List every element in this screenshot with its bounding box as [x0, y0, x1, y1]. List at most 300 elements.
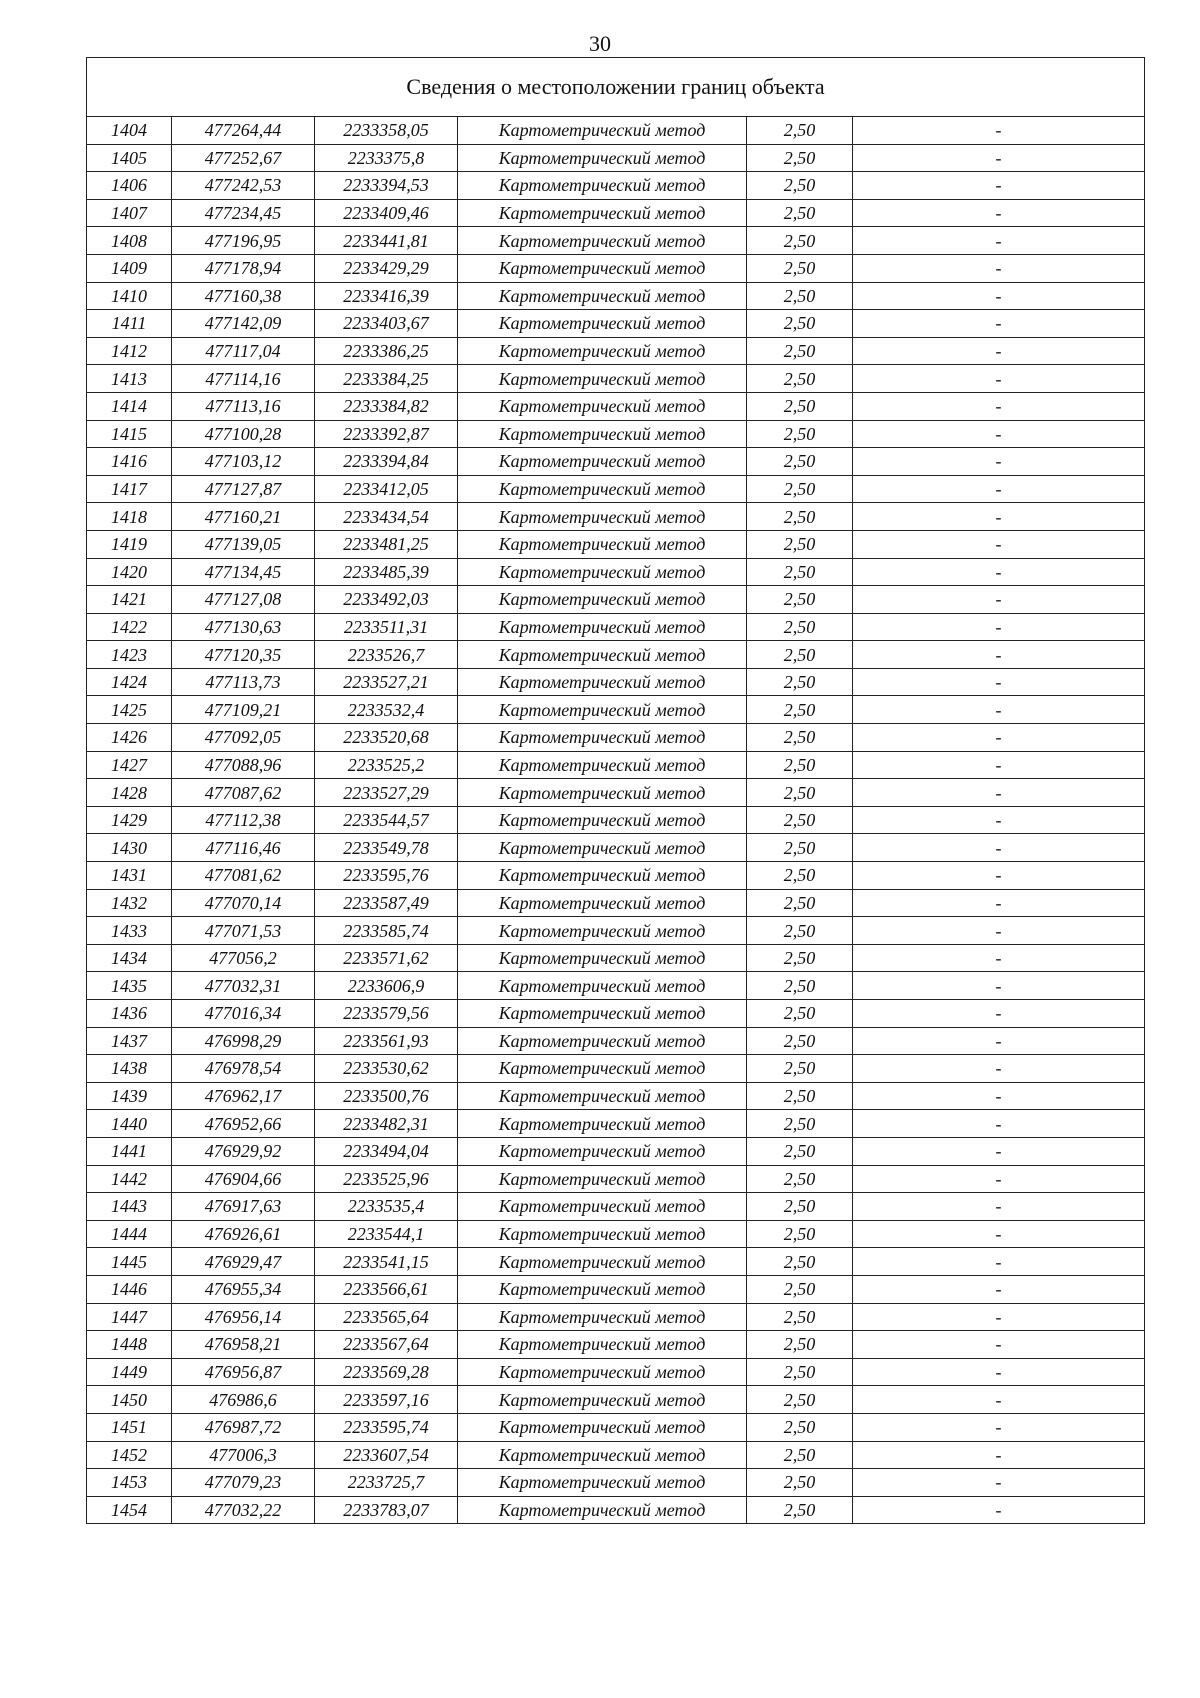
method-cell: Картометрический метод [458, 365, 747, 393]
description-cell: - [853, 1413, 1145, 1441]
y-coordinate-cell: 2233606,9 [315, 972, 458, 1000]
point-number-cell: 1452 [87, 1441, 172, 1469]
table-row [87, 834, 1145, 862]
x-coordinate-cell: 477127,08 [172, 586, 315, 614]
method-cell: Картометрический метод [458, 1000, 747, 1028]
method-cell: Картометрический метод [458, 420, 747, 448]
method-cell: Картометрический метод [458, 558, 747, 586]
table-row [87, 1165, 1145, 1193]
point-number-cell: 1431 [87, 862, 172, 890]
point-number-cell: 1446 [87, 1275, 172, 1303]
accuracy-cell: 2,50 [747, 1413, 853, 1441]
point-number-cell: 1435 [87, 972, 172, 1000]
table-row [87, 1469, 1145, 1497]
x-coordinate-cell: 477116,46 [172, 834, 315, 862]
table-row [87, 172, 1145, 200]
y-coordinate-cell: 2233386,25 [315, 337, 458, 365]
x-coordinate-cell: 477088,96 [172, 751, 315, 779]
y-coordinate-cell: 2233561,93 [315, 1027, 458, 1055]
table-row [87, 392, 1145, 420]
accuracy-cell: 2,50 [747, 530, 853, 558]
x-coordinate-cell: 477032,31 [172, 972, 315, 1000]
accuracy-cell: 2,50 [747, 1165, 853, 1193]
table-row [87, 668, 1145, 696]
y-coordinate-cell: 2233532,4 [315, 696, 458, 724]
x-coordinate-cell: 477070,14 [172, 889, 315, 917]
method-cell: Картометрический метод [458, 1248, 747, 1276]
method-cell: Картометрический метод [458, 917, 747, 945]
table-row [87, 1441, 1145, 1469]
page-number: 30 [589, 31, 611, 56]
method-cell: Картометрический метод [458, 806, 747, 834]
table-row [87, 779, 1145, 807]
description-cell: - [853, 337, 1145, 365]
method-cell: Картометрический метод [458, 144, 747, 172]
point-number-cell: 1414 [87, 392, 172, 420]
method-cell: Картометрический метод [458, 1275, 747, 1303]
description-cell: - [853, 1165, 1145, 1193]
accuracy-cell: 2,50 [747, 1331, 853, 1359]
point-number-cell: 1412 [87, 337, 172, 365]
point-number-cell: 1422 [87, 613, 172, 641]
point-number-cell: 1447 [87, 1303, 172, 1331]
description-cell: - [853, 668, 1145, 696]
y-coordinate-cell: 2233403,67 [315, 310, 458, 338]
method-cell: Картометрический метод [458, 1055, 747, 1083]
y-coordinate-cell: 2233725,7 [315, 1469, 458, 1497]
table-row [87, 1275, 1145, 1303]
x-coordinate-cell: 477234,45 [172, 199, 315, 227]
description-cell: - [853, 199, 1145, 227]
method-cell: Картометрический метод [458, 254, 747, 282]
method-cell: Картометрический метод [458, 1110, 747, 1138]
description-cell: - [853, 172, 1145, 200]
table-row [87, 337, 1145, 365]
method-cell: Картометрический метод [458, 779, 747, 807]
y-coordinate-cell: 2233541,15 [315, 1248, 458, 1276]
point-number-cell: 1450 [87, 1386, 172, 1414]
x-coordinate-cell: 477071,53 [172, 917, 315, 945]
point-number-cell: 1440 [87, 1110, 172, 1138]
y-coordinate-cell: 2233434,54 [315, 503, 458, 531]
point-number-cell: 1443 [87, 1193, 172, 1221]
table-row [87, 282, 1145, 310]
method-cell: Картометрический метод [458, 613, 747, 641]
x-coordinate-cell: 477113,73 [172, 668, 315, 696]
x-coordinate-cell: 477100,28 [172, 420, 315, 448]
x-coordinate-cell: 477079,23 [172, 1469, 315, 1497]
x-coordinate-cell: 477196,95 [172, 227, 315, 255]
accuracy-cell: 2,50 [747, 558, 853, 586]
y-coordinate-cell: 2233544,57 [315, 806, 458, 834]
point-number-cell: 1415 [87, 420, 172, 448]
x-coordinate-cell: 476917,63 [172, 1193, 315, 1221]
description-cell: - [853, 1082, 1145, 1110]
point-number-cell: 1419 [87, 530, 172, 558]
accuracy-cell: 2,50 [747, 503, 853, 531]
table-row [87, 724, 1145, 752]
y-coordinate-cell: 2233587,49 [315, 889, 458, 917]
y-coordinate-cell: 2233384,25 [315, 365, 458, 393]
x-coordinate-cell: 477103,12 [172, 448, 315, 476]
x-coordinate-cell: 477032,22 [172, 1496, 315, 1524]
accuracy-cell: 2,50 [747, 282, 853, 310]
y-coordinate-cell: 2233544,1 [315, 1220, 458, 1248]
x-coordinate-cell: 476904,66 [172, 1165, 315, 1193]
point-number-cell: 1421 [87, 586, 172, 614]
table-row [87, 420, 1145, 448]
table-row [87, 117, 1145, 145]
y-coordinate-cell: 2233358,05 [315, 117, 458, 145]
table-row [87, 1137, 1145, 1165]
x-coordinate-cell: 477242,53 [172, 172, 315, 200]
accuracy-cell: 2,50 [747, 834, 853, 862]
x-coordinate-cell: 476962,17 [172, 1082, 315, 1110]
description-cell: - [853, 530, 1145, 558]
point-number-cell: 1409 [87, 254, 172, 282]
x-coordinate-cell: 477178,94 [172, 254, 315, 282]
y-coordinate-cell: 2233429,29 [315, 254, 458, 282]
description-cell: - [853, 1331, 1145, 1359]
table-row [87, 613, 1145, 641]
description-cell: - [853, 1220, 1145, 1248]
table-row [87, 1055, 1145, 1083]
method-cell: Картометрический метод [458, 1358, 747, 1386]
method-cell: Картометрический метод [458, 310, 747, 338]
method-cell: Картометрический метод [458, 1469, 747, 1497]
table-row [87, 1248, 1145, 1276]
x-coordinate-cell: 477252,67 [172, 144, 315, 172]
point-number-cell: 1441 [87, 1137, 172, 1165]
accuracy-cell: 2,50 [747, 117, 853, 145]
x-coordinate-cell: 476987,72 [172, 1413, 315, 1441]
x-coordinate-cell: 476978,54 [172, 1055, 315, 1083]
point-number-cell: 1444 [87, 1220, 172, 1248]
description-cell: - [853, 696, 1145, 724]
method-cell: Картометрический метод [458, 117, 747, 145]
description-cell: - [853, 392, 1145, 420]
accuracy-cell: 2,50 [747, 1137, 853, 1165]
method-cell: Картометрический метод [458, 475, 747, 503]
accuracy-cell: 2,50 [747, 199, 853, 227]
description-cell: - [853, 282, 1145, 310]
method-cell: Картометрический метод [458, 1137, 747, 1165]
y-coordinate-cell: 2233409,46 [315, 199, 458, 227]
method-cell: Картометрический метод [458, 392, 747, 420]
point-number-cell: 1416 [87, 448, 172, 476]
y-coordinate-cell: 2233394,84 [315, 448, 458, 476]
description-cell: - [853, 917, 1145, 945]
table-row [87, 1413, 1145, 1441]
accuracy-cell: 2,50 [747, 365, 853, 393]
table-row [87, 558, 1145, 586]
point-number-cell: 1430 [87, 834, 172, 862]
point-number-cell: 1451 [87, 1413, 172, 1441]
y-coordinate-cell: 2233579,56 [315, 1000, 458, 1028]
x-coordinate-cell: 477160,21 [172, 503, 315, 531]
point-number-cell: 1424 [87, 668, 172, 696]
x-coordinate-cell: 477160,38 [172, 282, 315, 310]
accuracy-cell: 2,50 [747, 806, 853, 834]
description-cell: - [853, 641, 1145, 669]
point-number-cell: 1428 [87, 779, 172, 807]
method-cell: Картометрический метод [458, 503, 747, 531]
y-coordinate-cell: 2233595,76 [315, 862, 458, 890]
table-row [87, 1220, 1145, 1248]
method-cell: Картометрический метод [458, 586, 747, 614]
point-number-cell: 1442 [87, 1165, 172, 1193]
method-cell: Картометрический метод [458, 668, 747, 696]
y-coordinate-cell: 2233485,39 [315, 558, 458, 586]
description-cell: - [853, 227, 1145, 255]
y-coordinate-cell: 2233569,28 [315, 1358, 458, 1386]
accuracy-cell: 2,50 [747, 172, 853, 200]
y-coordinate-cell: 2233494,04 [315, 1137, 458, 1165]
accuracy-cell: 2,50 [747, 641, 853, 669]
method-cell: Картометрический метод [458, 834, 747, 862]
x-coordinate-cell: 477264,44 [172, 117, 315, 145]
x-coordinate-cell: 476929,92 [172, 1137, 315, 1165]
point-number-cell: 1449 [87, 1358, 172, 1386]
description-cell: - [853, 1358, 1145, 1386]
y-coordinate-cell: 2233416,39 [315, 282, 458, 310]
description-cell: - [853, 1193, 1145, 1221]
description-cell: - [853, 1110, 1145, 1138]
description-cell: - [853, 972, 1145, 1000]
table-body [87, 117, 1145, 1524]
method-cell: Картометрический метод [458, 944, 747, 972]
x-coordinate-cell: 477113,16 [172, 392, 315, 420]
description-cell: - [853, 944, 1145, 972]
method-cell: Картометрический метод [458, 172, 747, 200]
y-coordinate-cell: 2233520,68 [315, 724, 458, 752]
table-title: Сведения о местоположении границ объекта [87, 58, 1145, 117]
accuracy-cell: 2,50 [747, 1055, 853, 1083]
x-coordinate-cell: 476998,29 [172, 1027, 315, 1055]
description-cell: - [853, 834, 1145, 862]
accuracy-cell: 2,50 [747, 1193, 853, 1221]
point-number-cell: 1429 [87, 806, 172, 834]
point-number-cell: 1423 [87, 641, 172, 669]
description-cell: - [853, 1386, 1145, 1414]
method-cell: Картометрический метод [458, 1386, 747, 1414]
x-coordinate-cell: 477127,87 [172, 475, 315, 503]
x-coordinate-cell: 477117,04 [172, 337, 315, 365]
accuracy-cell: 2,50 [747, 917, 853, 945]
x-coordinate-cell: 477006,3 [172, 1441, 315, 1469]
boundary-coordinates-table [86, 57, 1145, 1524]
accuracy-cell: 2,50 [747, 1496, 853, 1524]
description-cell: - [853, 889, 1145, 917]
y-coordinate-cell: 2233783,07 [315, 1496, 458, 1524]
method-cell: Картометрический метод [458, 1496, 747, 1524]
x-coordinate-cell: 476955,34 [172, 1275, 315, 1303]
point-number-cell: 1413 [87, 365, 172, 393]
x-coordinate-cell: 476956,87 [172, 1358, 315, 1386]
method-cell: Картометрический метод [458, 972, 747, 1000]
point-number-cell: 1453 [87, 1469, 172, 1497]
accuracy-cell: 2,50 [747, 1110, 853, 1138]
method-cell: Картометрический метод [458, 1082, 747, 1110]
accuracy-cell: 2,50 [747, 586, 853, 614]
point-number-cell: 1437 [87, 1027, 172, 1055]
y-coordinate-cell: 2233567,64 [315, 1331, 458, 1359]
point-number-cell: 1434 [87, 944, 172, 972]
point-number-cell: 1436 [87, 1000, 172, 1028]
y-coordinate-cell: 2233595,74 [315, 1413, 458, 1441]
method-cell: Картометрический метод [458, 1413, 747, 1441]
y-coordinate-cell: 2233549,78 [315, 834, 458, 862]
x-coordinate-cell: 476929,47 [172, 1248, 315, 1276]
description-cell: - [853, 448, 1145, 476]
point-number-cell: 1410 [87, 282, 172, 310]
table-row [87, 475, 1145, 503]
method-cell: Картометрический метод [458, 641, 747, 669]
description-cell: - [853, 558, 1145, 586]
description-cell: - [853, 503, 1145, 531]
method-cell: Картометрический метод [458, 696, 747, 724]
table-row [87, 806, 1145, 834]
table-row [87, 254, 1145, 282]
point-number-cell: 1404 [87, 117, 172, 145]
method-cell: Картометрический метод [458, 282, 747, 310]
accuracy-cell: 2,50 [747, 420, 853, 448]
x-coordinate-cell: 477092,05 [172, 724, 315, 752]
table-row [87, 586, 1145, 614]
method-cell: Картометрический метод [458, 1027, 747, 1055]
y-coordinate-cell: 2233571,62 [315, 944, 458, 972]
accuracy-cell: 2,50 [747, 779, 853, 807]
point-number-cell: 1445 [87, 1248, 172, 1276]
y-coordinate-cell: 2233412,05 [315, 475, 458, 503]
table-row [87, 503, 1145, 531]
y-coordinate-cell: 2233525,96 [315, 1165, 458, 1193]
method-cell: Картометрический метод [458, 1303, 747, 1331]
description-cell: - [853, 613, 1145, 641]
accuracy-cell: 2,50 [747, 1248, 853, 1276]
point-number-cell: 1407 [87, 199, 172, 227]
x-coordinate-cell: 477139,05 [172, 530, 315, 558]
accuracy-cell: 2,50 [747, 1386, 853, 1414]
table-row [87, 751, 1145, 779]
accuracy-cell: 2,50 [747, 144, 853, 172]
table-row [87, 641, 1145, 669]
point-number-cell: 1418 [87, 503, 172, 531]
accuracy-cell: 2,50 [747, 1469, 853, 1497]
table-row [87, 448, 1145, 476]
description-cell: - [853, 1275, 1145, 1303]
y-coordinate-cell: 2233525,2 [315, 751, 458, 779]
x-coordinate-cell: 477081,62 [172, 862, 315, 890]
y-coordinate-cell: 2233394,53 [315, 172, 458, 200]
accuracy-cell: 2,50 [747, 1220, 853, 1248]
y-coordinate-cell: 2233441,81 [315, 227, 458, 255]
point-number-cell: 1454 [87, 1496, 172, 1524]
point-number-cell: 1425 [87, 696, 172, 724]
x-coordinate-cell: 477134,45 [172, 558, 315, 586]
description-cell: - [853, 1055, 1145, 1083]
y-coordinate-cell: 2233565,64 [315, 1303, 458, 1331]
table-row [87, 696, 1145, 724]
description-cell: - [853, 365, 1145, 393]
y-coordinate-cell: 2233566,61 [315, 1275, 458, 1303]
method-cell: Картометрический метод [458, 1441, 747, 1469]
point-number-cell: 1433 [87, 917, 172, 945]
description-cell: - [853, 862, 1145, 890]
table-row [87, 1082, 1145, 1110]
description-cell: - [853, 1137, 1145, 1165]
y-coordinate-cell: 2233527,29 [315, 779, 458, 807]
description-cell: - [853, 1469, 1145, 1497]
table-row [87, 1000, 1145, 1028]
method-cell: Картометрический метод [458, 862, 747, 890]
table-row [87, 1193, 1145, 1221]
accuracy-cell: 2,50 [747, 392, 853, 420]
description-cell: - [853, 779, 1145, 807]
y-coordinate-cell: 2233500,76 [315, 1082, 458, 1110]
table-row [87, 1027, 1145, 1055]
y-coordinate-cell: 2233492,03 [315, 586, 458, 614]
x-coordinate-cell: 477114,16 [172, 365, 315, 393]
point-number-cell: 1438 [87, 1055, 172, 1083]
point-number-cell: 1448 [87, 1331, 172, 1359]
y-coordinate-cell: 2233375,8 [315, 144, 458, 172]
description-cell: - [853, 1000, 1145, 1028]
point-number-cell: 1420 [87, 558, 172, 586]
point-number-cell: 1406 [87, 172, 172, 200]
point-number-cell: 1427 [87, 751, 172, 779]
accuracy-cell: 2,50 [747, 1082, 853, 1110]
description-cell: - [853, 310, 1145, 338]
method-cell: Картометрический метод [458, 530, 747, 558]
description-cell: - [853, 1303, 1145, 1331]
table-title-row [87, 58, 1145, 117]
x-coordinate-cell: 477112,38 [172, 806, 315, 834]
y-coordinate-cell: 2233585,74 [315, 917, 458, 945]
description-cell: - [853, 1027, 1145, 1055]
accuracy-cell: 2,50 [747, 1000, 853, 1028]
table-row [87, 530, 1145, 558]
table-row [87, 1110, 1145, 1138]
accuracy-cell: 2,50 [747, 1358, 853, 1386]
table-row [87, 862, 1145, 890]
x-coordinate-cell: 476986,6 [172, 1386, 315, 1414]
y-coordinate-cell: 2233527,21 [315, 668, 458, 696]
y-coordinate-cell: 2233384,82 [315, 392, 458, 420]
table-row [87, 944, 1145, 972]
accuracy-cell: 2,50 [747, 475, 853, 503]
accuracy-cell: 2,50 [747, 944, 853, 972]
table-row [87, 1331, 1145, 1359]
description-cell: - [853, 751, 1145, 779]
method-cell: Картометрический метод [458, 227, 747, 255]
x-coordinate-cell: 477130,63 [172, 613, 315, 641]
point-number-cell: 1411 [87, 310, 172, 338]
table-row [87, 917, 1145, 945]
table-row [87, 227, 1145, 255]
x-coordinate-cell: 477120,35 [172, 641, 315, 669]
y-coordinate-cell: 2233511,31 [315, 613, 458, 641]
description-cell: - [853, 806, 1145, 834]
table-row [87, 310, 1145, 338]
description-cell: - [853, 254, 1145, 282]
y-coordinate-cell: 2233481,25 [315, 530, 458, 558]
y-coordinate-cell: 2233535,4 [315, 1193, 458, 1221]
method-cell: Картометрический метод [458, 448, 747, 476]
table-row [87, 1496, 1145, 1524]
method-cell: Картометрический метод [458, 724, 747, 752]
point-number-cell: 1417 [87, 475, 172, 503]
